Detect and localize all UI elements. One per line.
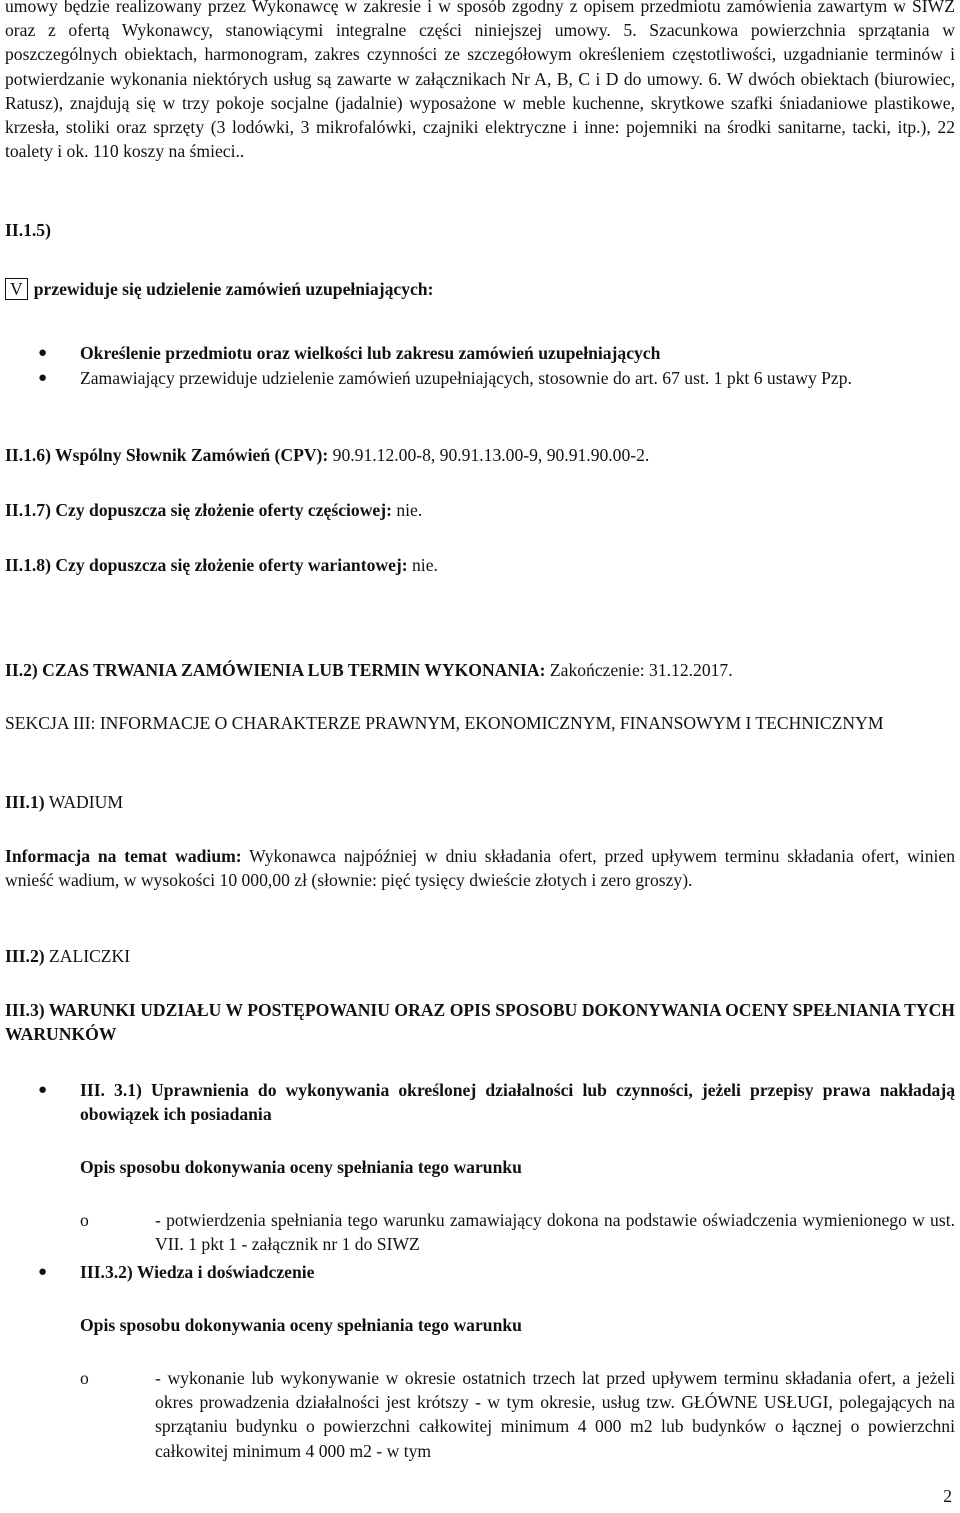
circle-bullet: o [80, 1210, 89, 1230]
assessment-text: - wykonanie lub wykonywanie w okresie ostatnich trzech lat przed upływem terminu składania ofert, a jeżeli okres prowadzenia działalności jest krótszy - w tym okresie, usług tzw. GŁÓWNE USŁUGI, polegających na sprzątaniu budynku o powierzchni całkowitej minimum 4 000 m2 lub budynków o łącznej o powierzchni całkowitej minimum 4 000 m2 - w tym [155, 1368, 955, 1461]
heading-number: III.2) [5, 946, 45, 966]
partial-offer-value: nie. [391, 500, 423, 520]
heading-number: III.1) [5, 792, 45, 812]
item-text: Zamawiający przewiduje udzielenie zamówień uzupełniających, stosownie do art. 67 ust. 1 pkt 6 ustawy Pzp. [80, 368, 852, 388]
heading-text: III.3) WARUNKI UDZIAŁU W POSTĘPOWANIU ORAZ OPIS SPOSOBU DOKONYWANIA OCENY SPEŁNIANIA TYCH WARUNKÓW [5, 1000, 955, 1045]
variant-offer-value: nie. [407, 555, 438, 575]
item-heading: III.3.2) Wiedza i doświadczenie [80, 1262, 315, 1282]
heading-text: ZALICZKI [44, 946, 131, 966]
assessment-text-1 [155, 1208, 955, 1256]
assessment-heading-1 [80, 1155, 955, 1179]
assessment-text-2 [155, 1366, 955, 1463]
item-heading: III. 3.1) Uprawnienia do wykonywania określonej działalności lub czynności, jeżeli przepisy prawa nakładają obowiązek ich posiadania [80, 1080, 955, 1125]
section-iii-title [5, 711, 955, 735]
supplementary-item-1 [80, 341, 955, 365]
cpv-value: 90.91.12.00-8, 90.91.13.00-9, 90.91.90.00-2. [328, 445, 650, 465]
heading-text: II.1.5) [5, 220, 51, 240]
bullet-icon: ● [38, 345, 48, 361]
section-iii-1-heading [5, 790, 955, 814]
intro-paragraph [5, 0, 955, 163]
variant-offer-label: II.1.8) Czy dopuszcza się złożenie oferty wariantowej: [5, 555, 408, 575]
section-iii-3-2 [80, 1260, 955, 1284]
page-number: 2 [943, 1486, 952, 1506]
section-ii-1-5-heading [5, 218, 955, 242]
bullet-icon: ● [38, 1082, 48, 1098]
supplementary-label: przewiduje się udzielenie zamówień uzupełniających: [33, 279, 434, 299]
assessment-heading-text: Opis sposobu dokonywania oceny spełniania tego warunku [80, 1315, 522, 1335]
section-iii-3-heading [5, 998, 955, 1046]
bullet-icon: ● [38, 370, 48, 386]
supplementary-item-2 [80, 366, 955, 390]
section-iii-3-1 [80, 1078, 955, 1126]
assessment-heading-text: Opis sposobu dokonywania oceny spełniania tego warunku [80, 1157, 522, 1177]
heading-text: WADIUM [44, 792, 123, 812]
assessment-heading-2 [80, 1313, 955, 1337]
section-iii-2-heading [5, 944, 955, 968]
section-title-text: SEKCJA III: INFORMACJE O CHARAKTERZE PRAWNYM, EKONOMICZNYM, FINANSOWYM I TECHNICZNYM [5, 713, 884, 733]
assessment-text: - potwierdzenia spełniania tego warunku zamawiający dokona na podstawie oświadczenia wymienionego w ust. VII. 1 pkt 1 - załącznik nr 1 do SIWZ [155, 1210, 955, 1255]
checkbox-mark: V [5, 278, 28, 300]
item-heading: Określenie przedmiotu oraz wielkości lub zakresu zamówień uzupełniających [80, 343, 661, 363]
section-ii-1-8 [5, 553, 955, 577]
partial-offer-label: II.1.7) Czy dopuszcza się złożenie oferty częściowej: [5, 500, 392, 520]
bullet-icon: ● [38, 1264, 48, 1280]
circle-bullet: o [80, 1368, 89, 1388]
wadium-info [5, 844, 955, 892]
wadium-text: Wykonawca najpóźniej w dniu składania ofert, przed upływem terminu składania ofert, winien wnieść wadium, w wysokości 10 000,00 zł (słownie: pięć tysięcy dwieście złotych i zero groszy). [5, 846, 955, 891]
section-ii-1-6 [5, 443, 955, 467]
duration-value: Zakończenie: 31.12.2017. [545, 660, 733, 680]
section-ii-1-7 [5, 498, 955, 522]
cpv-label: II.1.6) Wspólny Słownik Zamówień (CPV): [5, 445, 329, 465]
section-ii-2 [5, 658, 955, 682]
intro-text: umowy będzie realizowany przez Wykonawcę w zakresie i w sposób zgodny z opisem przedmiotu zamówienia zawartym w SIWZ oraz z ofertą Wykonawcy, stanowiącymi integralne części niniejszej umowy. 5. Szacunkowa powierzchnia sprzątania w poszczególnych obiektach, harmonogram, zakres czynności ze szczegółowym określeniem częstotliwości, uzgadnianie terminów i potwierdzanie wykonania niektórych usług są zawarte w załącznikach Nr A, B, C i D do umowy. 6. W dwóch obiektach (biurowiec, Ratusz), znajdują się w trzy pokoje socjalne (jadalnie) wyposażone w meble kuchenne, skrytkowe szafki śniadaniowe plastikowe, krzesła, stoliki oraz sprzęty (3 lodówki, 3 mikrofalówki, czajniki elektryczne i inne: pojemniki na środki sanitarne, tacki, itp.), 22 toalety i ok. 110 koszy na śmieci.. [5, 0, 955, 162]
supplementary-orders-line [5, 277, 955, 301]
duration-label: II.2) CZAS TRWANIA ZAMÓWIENIA LUB TERMIN WYKONANIA: [5, 660, 546, 680]
wadium-label: Informacja na temat wadium: [5, 846, 242, 866]
